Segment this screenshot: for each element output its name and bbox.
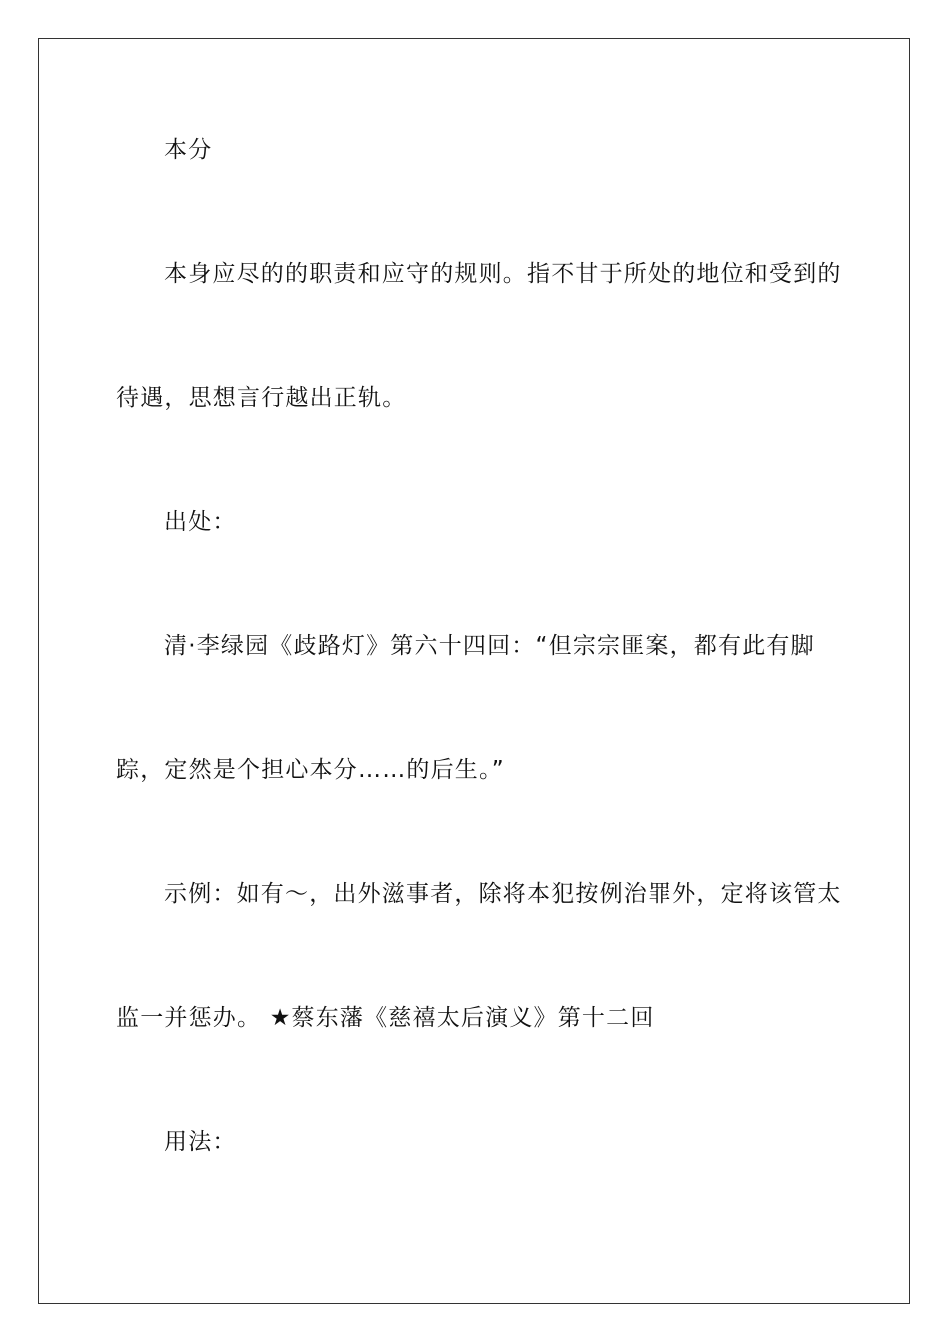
example-line-1: 示例：如有～，出外滋事者，除将本犯按例治罪外，定将该管太 [164, 881, 842, 907]
definition-line-1: 本身应尽的的职责和应守的规则。指不甘于所处的地位和受到的 [164, 261, 842, 287]
usage-heading: 用法： [164, 1129, 237, 1155]
page-border [38, 38, 910, 1304]
term-heading: 本分 [164, 137, 213, 163]
source-heading: 出处： [164, 509, 237, 535]
source-line-2: 踪，定然是个担心本分……的后生。” [116, 757, 505, 783]
definition-line-2: 待遇，思想言行越出正轨。 [116, 385, 407, 411]
example-line-2: 监一并惩办。 ★蔡东藩《慈禧太后演义》第十二回 [116, 1005, 655, 1031]
source-line-1: 清·李绿园《歧路灯》第六十四回：“但宗宗匪案，都有此有脚 [164, 633, 815, 659]
